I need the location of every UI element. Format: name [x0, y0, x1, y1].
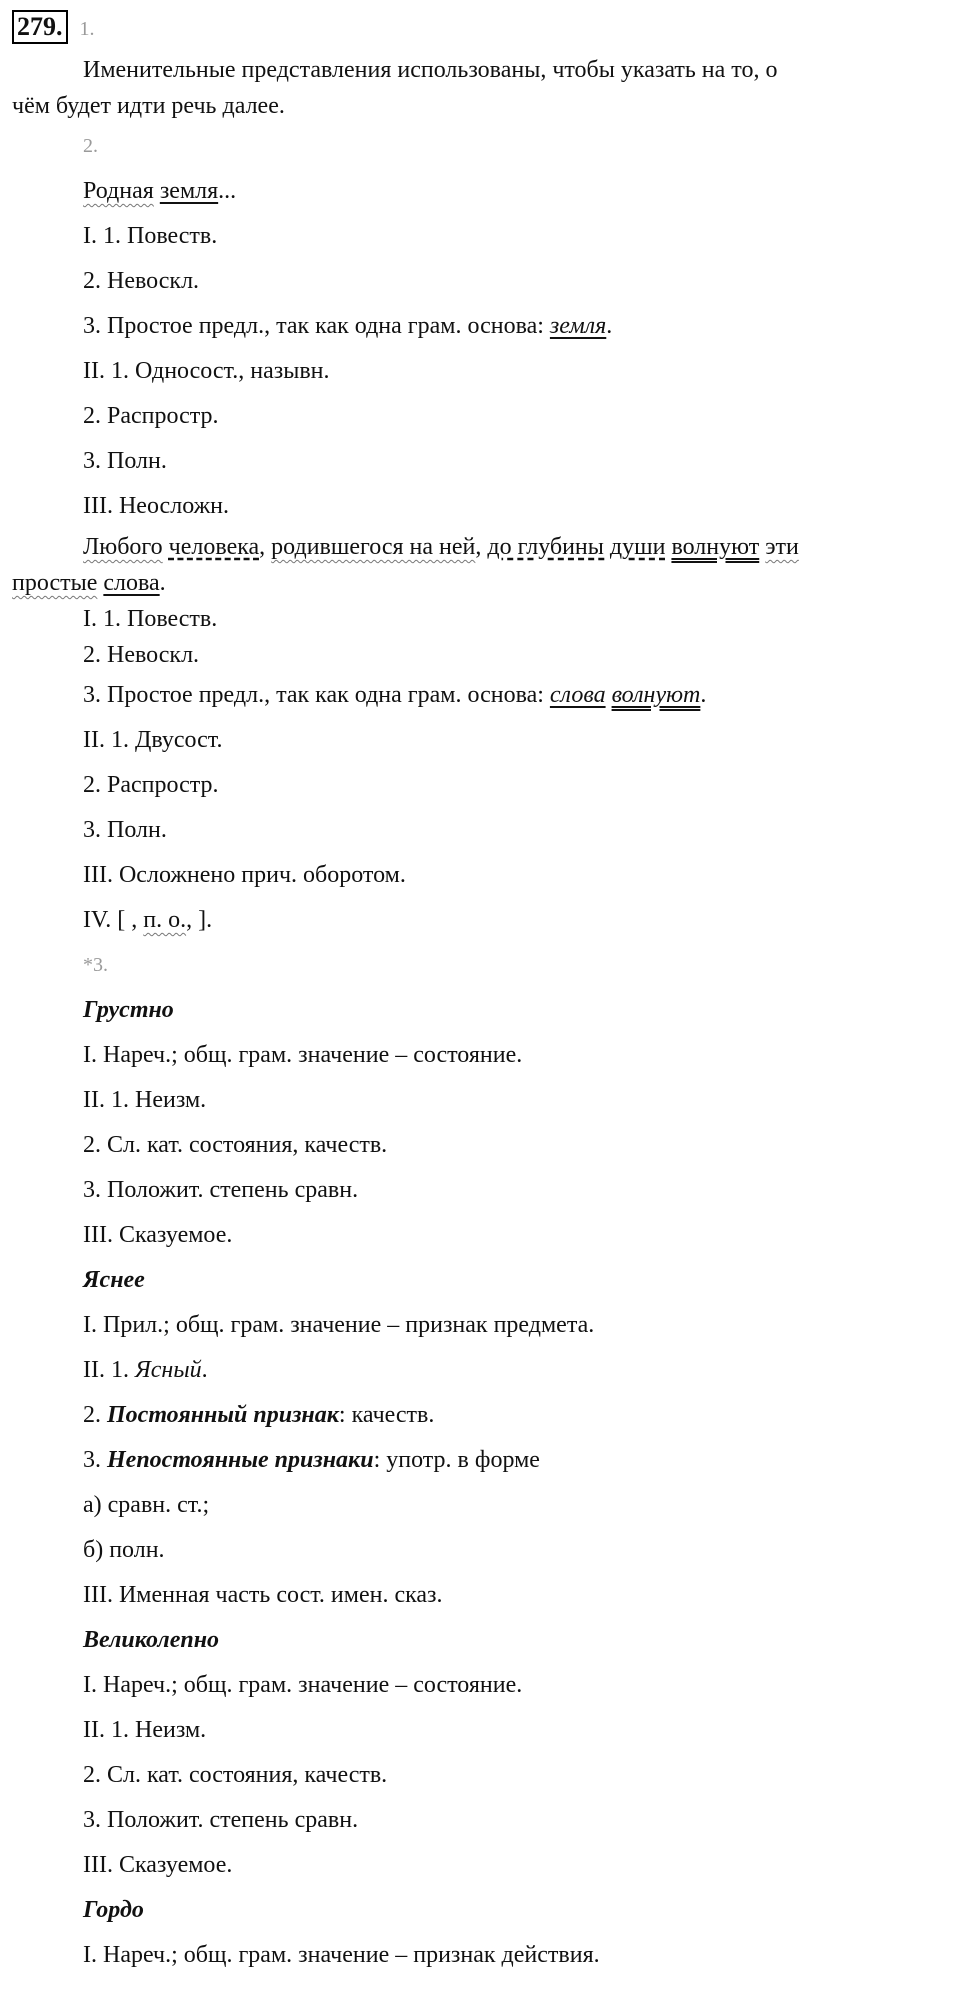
analysis-line-basis: 3. Простое предл., так как одна грам. основа: земля.	[83, 313, 613, 339]
analysis-line: 2. Невоскл.	[83, 642, 200, 668]
analysis-line: III. Именная часть сост. имен. сказ.	[83, 1582, 443, 1608]
analysis-line: 3. Положит. степень сравн.	[83, 1177, 359, 1203]
paragraph-1-line-2: чём будет идти речь далее.	[12, 93, 285, 119]
sentence-1: Родная земля...	[83, 178, 237, 204]
analysis-line-basis: 3. Простое предл., так как одна грам. основа: слова волнуют.	[83, 682, 707, 708]
task-header	[0, 6, 960, 52]
analysis-line: I. Прил.; общ. грам. значение – признак предмета.	[83, 1312, 595, 1338]
word-heading-yasnee: Яснее	[83, 1267, 145, 1293]
analysis-line: 3. Полн.	[83, 448, 167, 474]
word-heading-gordo: Гордо	[83, 1897, 144, 1923]
item-number-3: *3.	[83, 954, 108, 976]
sentence-scheme: IV. [ , п. о., ].	[83, 907, 213, 933]
sentence-2-line-1: Любого человека, родившегося на ней, до глубины души волнуют эти	[83, 534, 799, 560]
analysis-line: II. 1. Неизм.	[83, 1717, 207, 1743]
sentence-2-line-2: простые слова.	[12, 570, 166, 596]
word-rodnaya: Родная	[83, 178, 154, 204]
analysis-line: II. 1. Двусост.	[83, 727, 223, 753]
analysis-line: II. 1. Ясный.	[83, 1357, 208, 1383]
word-heading-grustno: Грустно	[83, 997, 174, 1023]
word-zemlya: земля	[159, 178, 219, 204]
analysis-line: 3. Положит. степень сравн.	[83, 1807, 359, 1833]
word-heading-velikolepno: Великолепно	[83, 1627, 220, 1653]
analysis-line: 2. Распростр.	[83, 772, 219, 798]
analysis-line: I. Нареч.; общ. грам. значение – состояние.	[83, 1672, 523, 1698]
analysis-line: III. Неосложн.	[83, 493, 230, 519]
item-number-1: 1.	[79, 18, 95, 40]
task-number: 279.	[12, 10, 68, 44]
analysis-line: 2. Сл. кат. состояния, качеств.	[83, 1132, 388, 1158]
analysis-line: III. Сказуемое.	[83, 1852, 233, 1878]
analysis-line: 2. Сл. кат. состояния, качеств.	[83, 1762, 388, 1788]
analysis-line: I. Нареч.; общ. грам. значение – признак действия.	[83, 1942, 600, 1968]
analysis-line: II. 1. Неизм.	[83, 1087, 207, 1113]
analysis-line: III. Сказуемое.	[83, 1222, 233, 1248]
analysis-line: 3. Полн.	[83, 817, 167, 843]
analysis-line: 2. Распростр.	[83, 403, 219, 429]
basis-word: земля	[549, 313, 607, 339]
analysis-line: 2. Невоскл.	[83, 268, 200, 294]
analysis-line: 2. Постоянный признак: качеств.	[83, 1402, 435, 1428]
analysis-line: I. Нареч.; общ. грам. значение – состояние.	[83, 1042, 523, 1068]
analysis-line: а) сравн. ст.;	[83, 1492, 210, 1518]
paragraph-1-line-1: Именительные представления использованы, чтобы указать на то, о	[83, 57, 778, 83]
analysis-line: II. 1. Односост., назывн.	[83, 358, 330, 384]
item-number-2: 2.	[83, 135, 98, 157]
analysis-line: I. 1. Повеств.	[83, 606, 218, 632]
analysis-line: I. 1. Повеств.	[83, 223, 218, 249]
analysis-line: III. Осложнено прич. оборотом.	[83, 862, 406, 888]
analysis-line: б) полн.	[83, 1537, 165, 1563]
analysis-line: 3. Непостоянные признаки: употр. в форме	[83, 1447, 540, 1473]
